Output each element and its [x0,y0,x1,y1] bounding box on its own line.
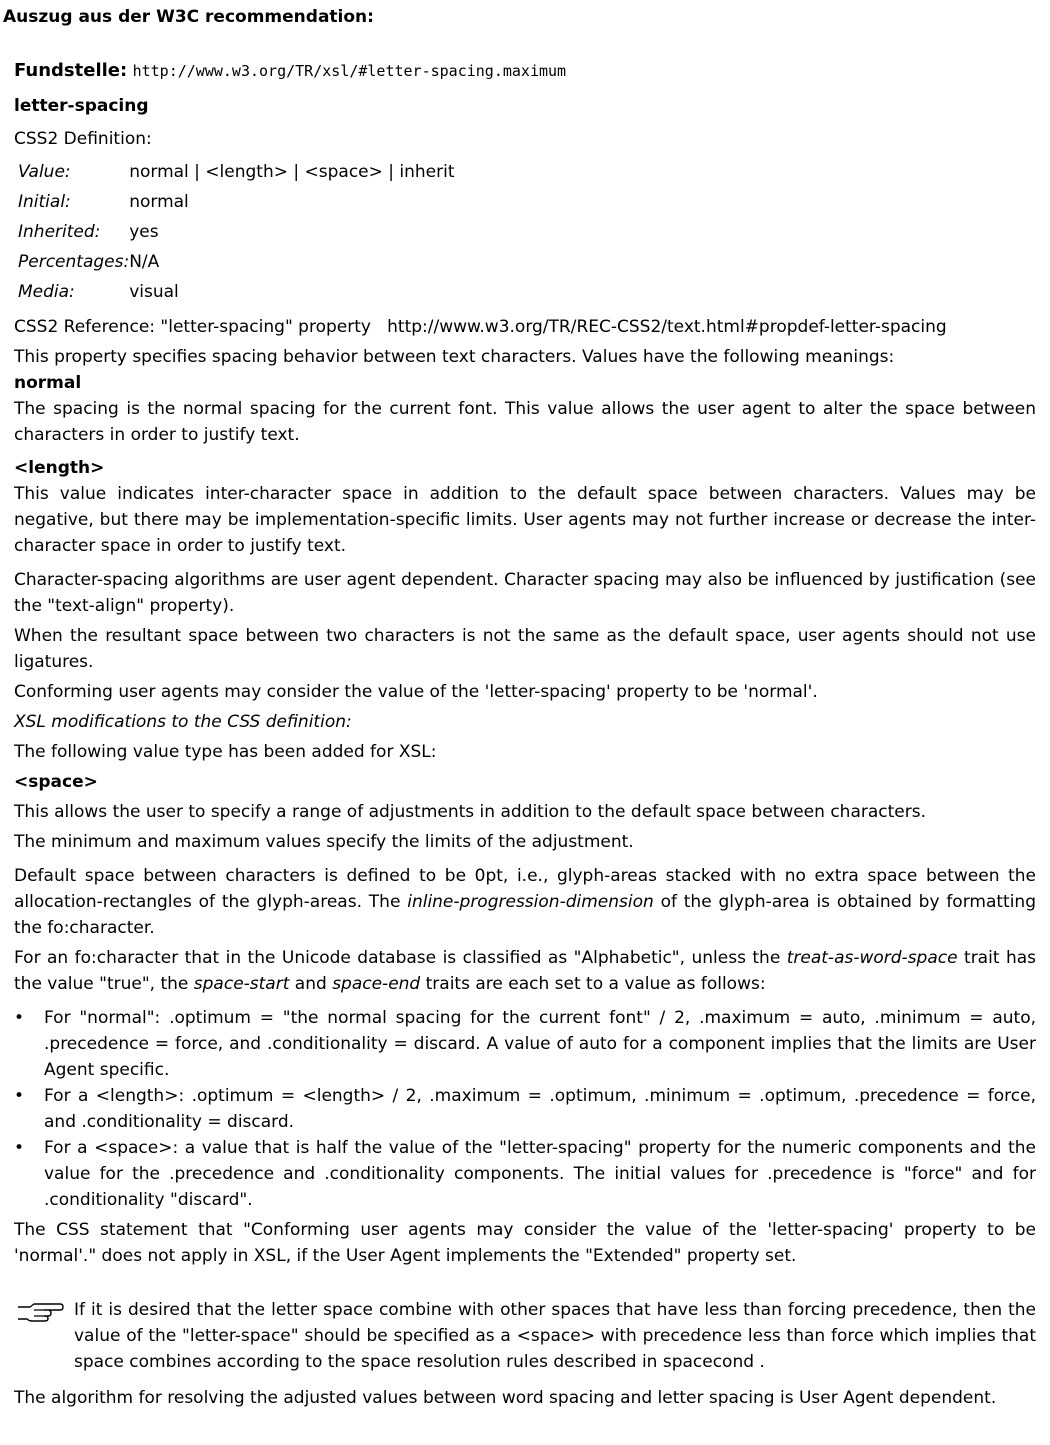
list-item: • For a <space>: a value that is half the value of the "letter-spacing" property for the numeric components and the value for the .precedence and .conditionality components. The initial values for .precedence is "force" and for .conditionality "discard". [14,1135,1036,1213]
definition-row [18,159,455,189]
conforming-paragraph: Conforming user agents may consider the value of the 'letter-spacing' property to be 'normal'. [14,682,818,702]
definition-key: Initial: [18,192,71,212]
value-rules-list [14,1005,1036,1213]
property-name: letter-spacing [14,96,149,116]
term-space: <space> [14,772,98,792]
source-url[interactable]: http://www.w3.org/TR/xsl/#letter-spacing.maximum [132,62,567,80]
xsl-modifications-heading: XSL modifications to the CSS definition: [14,712,352,732]
definition-row [18,189,455,219]
definition-key: Media: [18,282,75,302]
list-item: • For a <length>: .optimum = <length> / 2, .maximum = .optimum, .minimum = .optimum, .precedence = force, and .conditionality = discard. [14,1083,1036,1135]
term-length: <length> [14,458,105,478]
space-description-2: The minimum and maximum values specify the limits of the adjustment. [14,832,634,852]
definition-key: Value: [18,162,71,182]
css2-definition-label: CSS2 Definition: [14,129,152,149]
bullet-icon: • [14,1008,25,1028]
normal-description: The spacing is the normal spacing for the current font. This value allows the user agent to alter the space between characters in order to justify text. [14,399,1036,445]
definition-row [18,219,455,249]
fo-character-paragraph: For an fo:character that in the Unicode database is classified as "Alphabetic", unless the treat-as-word-space trait has the value "true", the space-start and space-end traits are each set to a value as follows: [14,948,1036,994]
source-line [14,56,1036,86]
intro-paragraph: This property specifies spacing behavior between text characters. Values have the following meanings: [14,347,895,367]
definition-value: visual [129,282,179,302]
term-normal: normal [14,373,82,393]
length-description: This value indicates inter-character space in addition to the default space between characters. Values may be negative, but there may be implementation-specific limits. User agents may not further increase or decrease the inter-character space in order to justify text. [14,484,1036,556]
source-label: Fundstelle: [14,60,128,81]
space-description-1: This allows the user to specify a range of adjustments in addition to the default space between characters. [14,802,926,822]
algorithms-paragraph: Character-spacing algorithms are user agent dependent. Character spacing may also be influenced by justification (see the "text-align" property). [14,570,1036,616]
note-block [14,1297,1036,1375]
definition-key: Inherited: [18,222,101,242]
added-paragraph: The following value type has been added for XSL: [14,742,437,762]
document-content [14,56,1036,1411]
note-text: If it is desired that the letter space combine with other spaces that have less than forcing precedence, then the value of the "letter-space" should be specified as a <space> with precedence less than force which implies that space combines according to the space resolution rules described in spacecond . [74,1300,1036,1372]
definition-key: Percentages: [18,252,130,272]
pointing-hand-icon [16,1299,64,1323]
css2-reference-url[interactable]: http://www.w3.org/TR/REC-CSS2/text.html#propdef-letter-spacing [387,317,947,337]
final-paragraph: The algorithm for resolving the adjusted values between word spacing and letter spacing is User Agent dependent. [14,1388,997,1408]
definition-value: yes [129,222,159,242]
bullet-icon: • [14,1138,25,1158]
bullet-icon: • [14,1086,25,1106]
css2-reference [14,314,1036,340]
css2-reference-text: CSS2 Reference: "letter-spacing" property [14,317,371,337]
definition-row [18,249,455,279]
list-item: • For "normal": .optimum = "the normal spacing for the current font" / 2, .maximum = auto, .minimum = auto, .precedence = force, and .conditionality = discard. A value of auto for a component implies that the limits are User Agent specific. [14,1005,1036,1083]
page-title: Auszug aus der W3C recommendation: [3,7,374,27]
default-space-paragraph: Default space between characters is defined to be 0pt, i.e., glyph-areas stacked with no extra space between the allocation-rectangles of the glyph-areas. The inline-progression-dimension of the glyph-area is obtained by formatting the fo:character. [14,866,1036,938]
definition-row [18,279,455,309]
definition-value: N/A [129,252,160,272]
definition-value: normal | <length> | <space> | inherit [129,162,455,182]
ligatures-paragraph: When the resultant space between two characters is not the same as the default space, user agents should not use ligatures. [14,626,1036,672]
definition-table [18,159,455,309]
css-statement-paragraph: The CSS statement that "Conforming user agents may consider the value of the 'letter-spacing' property to be 'normal'." does not apply in XSL, if the User Agent implements the "Extended" property set. [14,1220,1036,1266]
definition-value: normal [129,192,189,212]
